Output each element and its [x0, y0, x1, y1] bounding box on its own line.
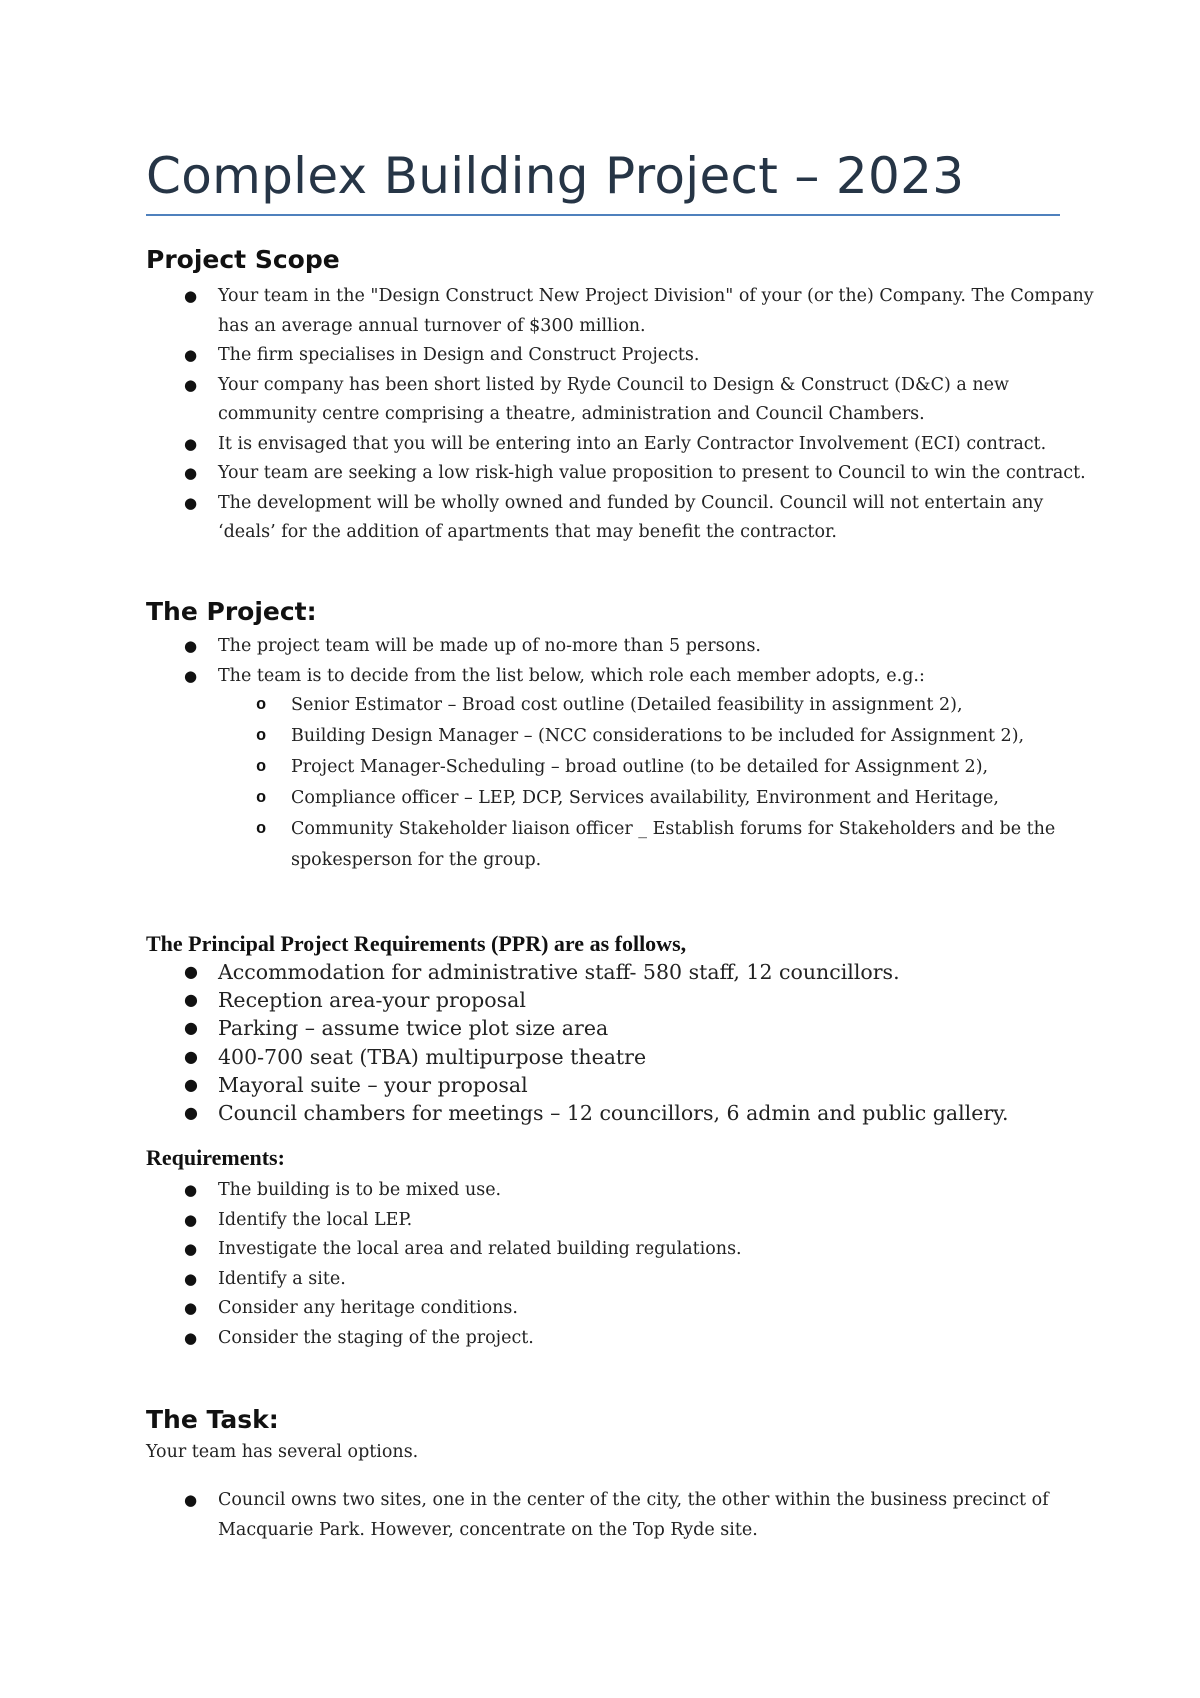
- sub-bullet-icon: o: [256, 820, 267, 839]
- bullet-icon: ●: [184, 493, 198, 512]
- bullet-icon: ●: [184, 346, 198, 364]
- list-item: ● Identify the local LEP.: [0, 1206, 1200, 1236]
- project-scope-list: [0, 282, 1200, 548]
- list-item: ● Council owns two sites, one in the center of the city, the other within the business precinct of Macquarie Park. However, concentrate on the Top Ryde site.: [0, 1486, 1200, 1545]
- list-item: ● It is envisaged that you will be entering into an Early Contractor Involvement (ECI) contract.: [0, 430, 1200, 460]
- list-item: ● Your company has been short listed by Ryde Council to Design & Construct (D&C) a new community centre comprising a theatre, administration and Council Chambers.: [0, 371, 1200, 430]
- list-item: o Community Stakeholder liaison officer _ Establish forums for Stakeholders and be the spokesperson for the group.: [0, 814, 1200, 876]
- bullet-icon: ●: [184, 1046, 198, 1066]
- list-item: ● Parking – assume twice plot size area: [0, 1014, 1200, 1042]
- the-project-list: [0, 632, 1200, 691]
- bullet-icon: ●: [184, 1491, 198, 1509]
- section-heading-ppr: The Principal Project Requirements (PPR) are as follows,: [146, 931, 687, 956]
- document-title: Complex Building Project – 2023: [146, 147, 965, 205]
- list-item: ● Identify a site.: [0, 1265, 1200, 1295]
- bullet-icon: ●: [184, 1074, 198, 1094]
- list-item: ● Mayoral suite – your proposal: [0, 1071, 1200, 1099]
- list-item: ● Consider the staging of the project.: [0, 1324, 1200, 1354]
- list-item: o Compliance officer – LEP, DCP, Services availability, Environment and Heritage,: [0, 783, 1200, 814]
- bullet-icon: ●: [184, 1240, 198, 1258]
- list-item: ● Accommodation for administrative staff- 580 staff, 12 councillors.: [0, 958, 1200, 986]
- bullet-icon: ●: [184, 637, 198, 655]
- title-underline-rule: [146, 214, 1060, 216]
- sub-bullet-icon: o: [256, 789, 267, 808]
- bullet-icon: ●: [184, 1210, 198, 1229]
- sub-bullet-icon: o: [256, 727, 267, 746]
- list-item: ● The team is to decide from the list below, which role each member adopts, e.g.:: [0, 662, 1200, 692]
- team-roles-list: [0, 690, 1200, 876]
- bullet-icon: ●: [184, 990, 198, 1010]
- list-item: o Building Design Manager – (NCC considerations to be included for Assignment 2),: [0, 721, 1200, 752]
- list-item: ● The development will be wholly owned and funded by Council. Council will not entertain any ‘deals’ for the addition of apartments that may benefit the contractor.: [0, 489, 1200, 548]
- list-item: ● Investigate the local area and related building regulations.: [0, 1235, 1200, 1265]
- task-options-list: [0, 1486, 1200, 1545]
- list-item: ● The firm specialises in Design and Construct Projects.: [0, 341, 1200, 371]
- list-item: ● Reception area-your proposal: [0, 986, 1200, 1014]
- bullet-icon: ●: [184, 1299, 198, 1317]
- task-intro-text: Your team has several options.: [146, 1442, 419, 1462]
- list-item: ● The project team will be made up of no-more than 5 persons.: [0, 632, 1200, 662]
- bullet-icon: ●: [184, 1181, 198, 1199]
- requirements-list: [0, 1176, 1200, 1353]
- bullet-icon: ●: [184, 434, 198, 453]
- bullet-icon: ●: [184, 1018, 198, 1038]
- bullet-icon: ●: [184, 1269, 198, 1288]
- section-heading-the-task: The Task:: [146, 1405, 279, 1434]
- list-item: ● Consider any heritage conditions.: [0, 1294, 1200, 1324]
- sub-bullet-icon: o: [256, 696, 267, 715]
- bullet-icon: ●: [184, 1103, 198, 1123]
- section-heading-requirements: Requirements:: [146, 1145, 285, 1170]
- list-item: ● Your team in the "Design Construct New Project Division" of your (or the) Company. The Company has an average annual turnover of $300 million.: [0, 282, 1200, 341]
- bullet-icon: ●: [184, 375, 198, 394]
- bullet-icon: ●: [184, 287, 198, 305]
- list-item: ● Council chambers for meetings – 12 councillors, 6 admin and public gallery.: [0, 1099, 1200, 1127]
- list-item: o Senior Estimator – Broad cost outline (Detailed feasibility in assignment 2),: [0, 690, 1200, 721]
- list-item: ● 400-700 seat (TBA) multipurpose theatre: [0, 1043, 1200, 1071]
- bullet-icon: ●: [184, 1328, 198, 1347]
- bullet-icon: ●: [184, 464, 198, 482]
- section-heading-project-scope: Project Scope: [146, 245, 340, 274]
- list-item: ● The building is to be mixed use.: [0, 1176, 1200, 1206]
- list-item: o Project Manager-Scheduling – broad outline (to be detailed for Assignment 2),: [0, 752, 1200, 783]
- sub-bullet-icon: o: [256, 758, 267, 777]
- section-heading-the-project: The Project:: [146, 597, 317, 626]
- bullet-icon: ●: [184, 666, 198, 685]
- ppr-list: [0, 958, 1200, 1127]
- bullet-icon: ●: [184, 962, 198, 981]
- list-item: ● Your team are seeking a low risk-high value proposition to present to Council to win the contract.: [0, 459, 1200, 489]
